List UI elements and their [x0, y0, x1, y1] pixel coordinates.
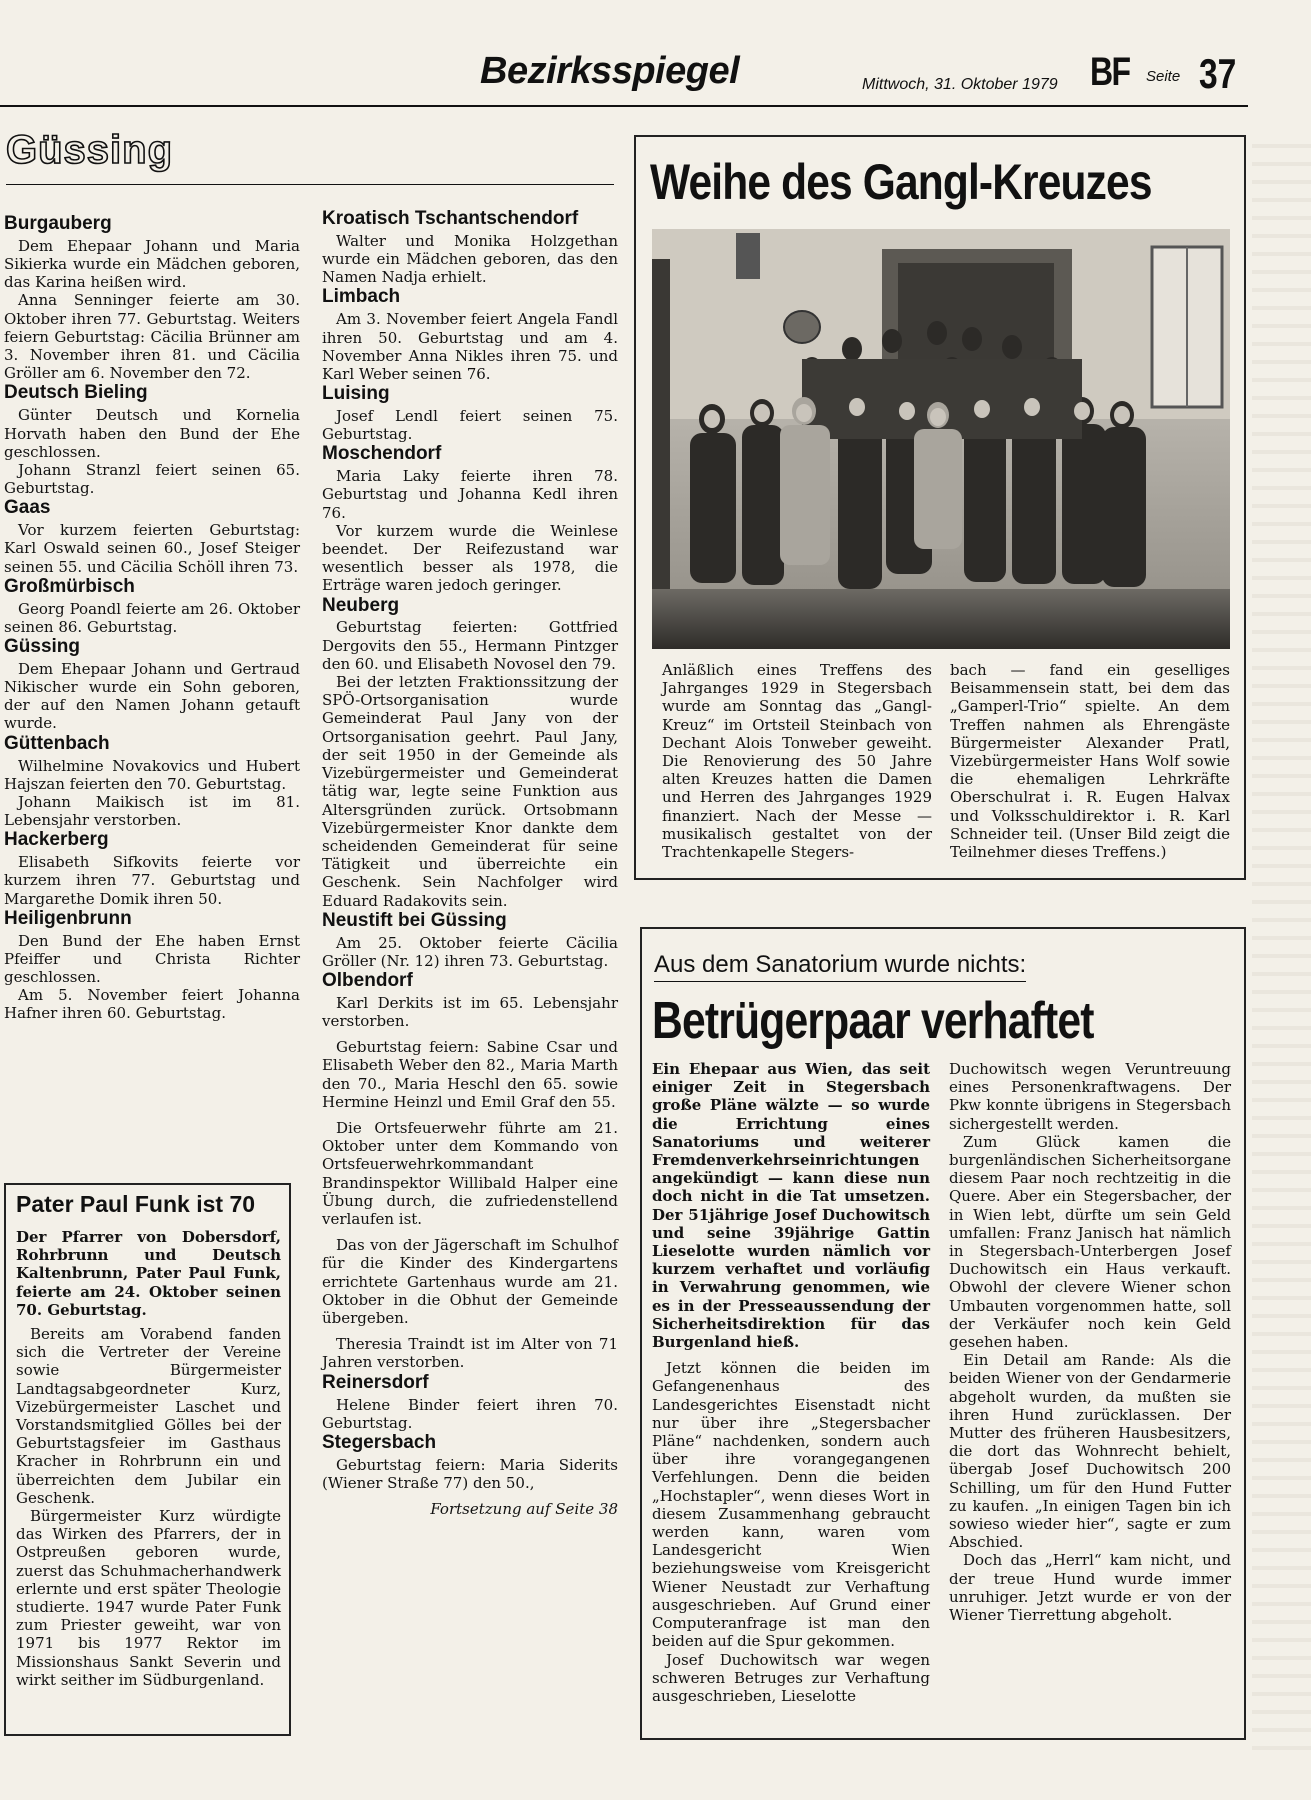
news-item: [322, 286, 618, 383]
town-heading: Kroatisch Tschantschendorf: [322, 208, 579, 229]
news-item: [322, 910, 618, 970]
news-paragraph: Bei der letzten Fraktionssitzung der SPÖ-Ortsorganisation wurde Gemeinderat Paul Jany von der Ortsorganisation geehrt. Paul Jany, der seit 1950 in der Gemeinde als Vizebürgermeister und Gemeinderat tätig war, legte seine Funktion aus Altersgründen zurück. Ortsobmann Vizebürgermeister Knor dankte dem scheidenden Gemeinderat für seine Tätigkeit und überreichte ein Geschenk. Sein Nachfolger wird Eduard Radakovits sein.: [322, 673, 618, 910]
news-item: [322, 443, 618, 594]
article-paragraph: Bürgermeister Kurz würdigte das Wirken des Pfarrers, der in Ostpreußen geboren wurde, zuerst das Schuhmacherhandwerk erlernte und erst später Theologie studierte. 1947 wurde Pater Funk zum Priester geweiht, war von 1971 bis 1977 Rektor im Missionshaus Sankt Severin und wirkt seither im Südburgenland.: [16, 1507, 281, 1689]
region-title: Güssing: [6, 128, 174, 172]
news-paragraph: Elisabeth Sifkovits feierte vor kurzem ihren 77. Geburtstag und Margarethe Domik ihren 50.: [4, 853, 300, 908]
news-item: [322, 208, 618, 286]
news-paragraph: Helene Binder feiert ihren 70. Geburtstag.: [322, 1395, 618, 1432]
town-heading: Heiligenbrunn: [4, 907, 132, 929]
article-headline: Betrügerpaar verhaftet: [652, 992, 1094, 1050]
adjacent-page-edge: [1252, 130, 1311, 1750]
news-item: [322, 1432, 618, 1492]
article-paragraph: Jetzt können die beiden im Gefangenenhaus des Landesgerichtes Eisenstadt nicht nur über ihre „Stegersbacher Pläne“ nachdenken, sondern auch über ihre vorangegangenen Verfehlungen. Denn die beiden „Hochstapler“, wenn dieses Wort in diesem Zusammenhang gebraucht werden kann, waren vom Landesgericht Wien beziehungsweise vom Kreisgericht Wiener Neustadt zur Verhaftung ausgeschrieben. Auf Grund einer Computeranfrage ist man den beiden auf die Spur gekommen.: [652, 1359, 930, 1651]
news-paragraph: Am 3. November feiert Angela Fandl ihren 50. Geburtstag und am 4. November Anna Nikles ihren 75. und Karl Weber seinen 76.: [322, 310, 618, 383]
news-item: [4, 733, 300, 830]
article-gangl-kreuz: [634, 135, 1246, 880]
article-betruegerpaar: [640, 927, 1246, 1740]
news-item: [4, 576, 300, 636]
photo-caption: Anläßlich eines Treffens des Jahrganges 1929 in Stegersbach wurde am Sonntag das „Gangl-Kreuz“ im Ortsteil Steinbach von Dechant Alois Tonweber geweiht. Die Renovierung des 50 Jahre alten Kreuzes hatten die Damen und Herren des Jahrganges 1929 finanziert. Nach der Messe — musikalisch gestaltet von der Trachtenkapelle Stegers-: [662, 661, 932, 862]
article-paragraph: Zum Glück kamen die burgenländischen Sicherheitsorgane diesem Paar noch rechtzeitig in die Quere. Aber ein Stegersbacher, der in Wien lebt, dürfte um sein Geld umfallen: Franz Janisch hat nämlich in Stegersbach-Unterbergen Josef Duchowitsch ein Haus verkauft. Obwohl der clevere Wiener schon Umbauten vorgenommen hatte, soll der Verkäufer noch kein Geld gesehen haben.: [949, 1132, 1231, 1352]
news-item: [4, 829, 300, 907]
town-heading: Hackerberg: [4, 829, 109, 851]
town-heading: Großmürbisch: [4, 575, 135, 597]
article-lead: Der Pfarrer von Dobersdorf, Rohrbrunn und Deutsch Kaltenbrunn, Pater Paul Funk, feierte am 24. Oktober seinen 70. Geburtstag.: [16, 1228, 281, 1319]
town-heading: Gaas: [4, 497, 51, 519]
photo-caption: bach — fand ein geselliges Beisammensein statt, bei dem das „Gamperl-Trio“ spielte. An dem Treffen nahmen als Ehrengäste Bürgermeister Alexander Pratl, Vizebürgermeister Hans Wolf sowie die ehemaligen Lehrkräfte Oberschulrat i. R. Eugen Halvax und Volksschuldirektor i. R. Karl Schneider teil. (Unser Bild zeigt die Teilnehmer dieses Treffens.): [950, 661, 1230, 862]
town-heading: Olbendorf: [322, 969, 413, 991]
town-heading: Stegersbach: [322, 1431, 437, 1453]
town-heading: Güssing: [4, 636, 81, 658]
news-paragraph: Dem Ehepaar Johann und Gertraud Nikischer wurde ein Sohn geboren, der auf den Namen Johann getauft wurde.: [4, 659, 300, 733]
continuation-note: Fortsetzung auf Seite 38: [430, 1500, 618, 1519]
news-paragraph: Am 5. November feiert Johanna Hafner ihren 60. Geburtstag.: [4, 986, 300, 1023]
article-column: [652, 1060, 930, 1705]
article-kicker: Aus dem Sanatorium wurde nichts:: [654, 951, 1026, 982]
news-paragraph: Die Ortsfeuerwehr führte am 21. Oktober unter dem Kommando von Ortsfeuerwehrkommandant Brandinspektor Willibald Halper eine Übung durch, die zufriedenstellend verlaufen ist.: [322, 1119, 618, 1229]
news-paragraph: Vor kurzem wurde die Weinlese beendet. Der Reifezustand war wesentlich besser als 1978, die Erträge waren jedoch geringer.: [322, 521, 618, 595]
town-heading: Neuberg: [322, 594, 400, 616]
page-label: Seite: [1146, 68, 1181, 85]
article-headline: Pater Paul Funk ist 70: [16, 1191, 256, 1217]
news-paragraph: Am 25. Oktober feierte Cäcilia Gröller (Nr. 12) ihren 73. Geburtstag.: [322, 933, 618, 970]
news-paragraph: Das von der Jägerschaft im Schulhof für die Kinder des Kindergartens errichtete Gartenhaus wurde am 21. Oktober in die Obhut der Gemeinde übergeben.: [322, 1236, 618, 1328]
news-paragraph: Günter Deutsch und Kornelia Horvath haben den Bund der Ehe geschlossen.: [4, 406, 300, 461]
article-paragraph: Doch das „Herrl“ kam nicht, und der treue Hund wurde immer unruhiger. Jetzt wurde er von der Wiener Tierrettung abgeholt.: [949, 1551, 1231, 1625]
news-item: [4, 382, 300, 497]
town-heading: Limbach: [322, 286, 401, 308]
news-paragraph: Maria Laky feierte ihren 78. Geburtstag und Johanna Kedl ihren 76.: [322, 467, 618, 522]
article-paragraph: Josef Duchowitsch war wegen schweren Betruges zur Verhaftung ausgeschrieben, Lieselotte: [652, 1650, 930, 1705]
news-item: [4, 213, 300, 382]
news-item: [4, 908, 300, 1023]
article-paragraph: Duchowitsch wegen Veruntreuung eines Personenkraftwagens. Der Pkw konnte übrigens in Stegersbach sichergestellt werden.: [949, 1060, 1231, 1133]
newspaper-logo: BF: [1090, 50, 1130, 94]
news-paragraph: Johann Maikisch ist im 81. Lebensjahr verstorben.: [4, 792, 300, 830]
news-paragraph: Den Bund der Ehe haben Ernst Pfeiffer und Christa Richter geschlossen.: [4, 931, 300, 987]
town-heading: Reinersdorf: [322, 1371, 429, 1393]
article-paragraph: Bereits am Vorabend fanden sich die Vertreter der Vereine sowie Bürgermeister Landtagsabgeordneter Kurz, Vizebürgermeister Laschet und Vorstandsmitglied Gölles bei der Geburtstagsfeier im Gasthaus Kracher in Rohrbrunn ein und überreichten dem Jubilar ein Geschenk.: [16, 1325, 281, 1507]
news-paragraph: Wilhelmine Novakovics und Hubert Hajszan feierten den 70. Geburtstag.: [4, 756, 300, 793]
group-photo: [652, 229, 1230, 649]
town-heading: Moschendorf: [322, 443, 442, 465]
town-heading: Deutsch Bieling: [4, 382, 148, 404]
news-paragraph: Walter und Monika Holzgethan wurde ein Mädchen geboren, das den Namen Nadja erhielt.: [322, 231, 618, 287]
news-item: [322, 1372, 618, 1432]
article-pater-funk: [4, 1183, 291, 1736]
news-paragraph: Josef Lendl feiert seinen 75. Geburtstag.: [322, 406, 618, 444]
news-item: [4, 497, 300, 575]
section-title: Bezirksspiegel: [480, 50, 740, 92]
news-item: [322, 383, 618, 443]
news-paragraph: Vor kurzem feierten Geburtstag: Karl Oswald seinen 60., Josef Steiger seinen 55. und Cäcilia Schöll ihren 73.: [4, 521, 300, 576]
town-heading: Burgauberg: [4, 213, 112, 234]
news-paragraph: Georg Poandl feierte am 26. Oktober seinen 86. Geburtstag.: [4, 599, 300, 636]
page-number: 37: [1199, 50, 1237, 97]
news-paragraph: Theresia Traindt ist im Alter von 71 Jahren verstorben.: [322, 1335, 618, 1372]
news-paragraph: Karl Derkits ist im 65. Lebensjahr verstorben.: [322, 993, 618, 1031]
region-divider: [6, 184, 614, 185]
news-paragraph: Johann Stranzl feiert seinen 65. Geburtstag.: [4, 460, 300, 498]
issue-date: Mittwoch, 31. Oktober 1979: [862, 76, 1058, 93]
news-item: [4, 636, 300, 733]
news-paragraph: Geburtstag feiern: Maria Siderits (Wiener Straße 77) den 50.,: [322, 1455, 618, 1492]
header-divider: [0, 105, 1248, 107]
news-item: [322, 595, 618, 910]
article-column: [949, 1060, 1231, 1624]
town-heading: Güttenbach: [4, 732, 110, 754]
article-headline: Weihe des Gangl-Kreuzes: [650, 154, 1152, 210]
news-item: [322, 970, 618, 1372]
town-heading: Luising: [322, 383, 390, 405]
news-paragraph: Anna Senninger feierte am 30. Oktober ihren 77. Geburtstag. Weiters feiern Geburtstag: Cäcilia Brünner am 3. November ihren 81. und Cäcilia Gröller am 6. November den 72.: [4, 291, 300, 383]
column-local-news-2: [322, 208, 618, 1518]
news-paragraph: Geburtstag feierten: Gottfried Dergovits den 55., Hermann Pintzger den 60. und Elisabeth Novosel den 79.: [322, 618, 618, 673]
column-local-news-1: [4, 213, 300, 1023]
news-paragraph: Dem Ehepaar Johann und Maria Sikierka wurde ein Mädchen geboren, das Karina heißen wird.: [4, 236, 300, 292]
town-heading: Neustift bei Güssing: [322, 909, 507, 931]
article-paragraph: Ein Detail am Rande: Als die beiden Wiener von der Gendarmerie abgeholt wurden, da mußten sie ihren Hund zurücklassen. Der Mutter des früheren Hausbesitzers, die dort das Wohnrecht behielt, übergab Josef Duchowitsch 200 Schilling, um für den Hund Futter zu kaufen. „In einigen Tagen bin ich sowieso wieder hier“, sagte er zum Abschied.: [949, 1351, 1231, 1552]
article-lead: Ein Ehepaar aus Wien, das seit einiger Zeit in Stegersbach große Pläne wälzte — so wurde die Errichtung eines Sanatoriums und weiterer Fremdenverkehrseinrichtungen angekündigt — kann diese nun doch nicht in die Tat umsetzen. Der 51jährige Josef Duchowitsch und seine 39jährige Gattin Lieselotte wurden nämlich vor kurzem verhaftet und vorläufig in Verwahrung genommen, wie es in der Presseaussendung der Sicherheitsdirektion für das Burgenland hieß.: [652, 1060, 930, 1352]
news-paragraph: Geburtstag feiern: Sabine Csar und Elisabeth Weber den 82., Maria Marth den 70., Maria Heschl den 65. sowie Hermine Heinzl und Emil Graf den 55.: [322, 1038, 618, 1111]
